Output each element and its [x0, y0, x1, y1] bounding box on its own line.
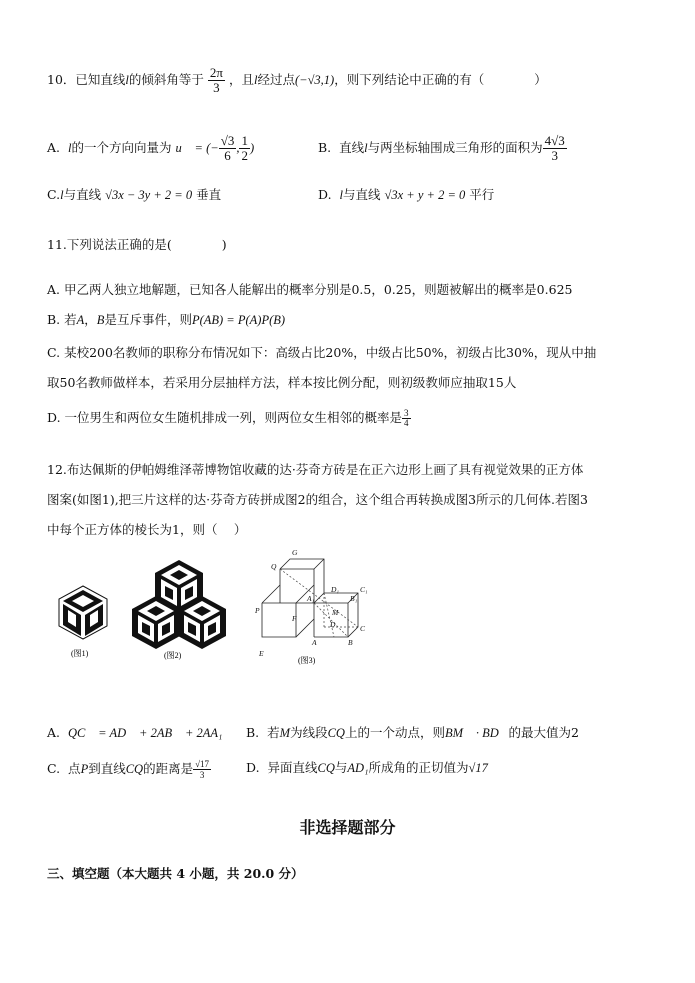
option-text: 垂直 [196, 187, 222, 202]
math-equation: P(AB) = P(A)P(B) [191, 313, 286, 327]
label-q: Q [271, 562, 277, 571]
frac-num: 4√3 [544, 133, 565, 148]
frac-den: 3 [551, 148, 558, 163]
q10-stem-text: 的倾斜角等于 [128, 72, 204, 87]
q10-stem-text: ，且 [228, 72, 254, 87]
option-label: D. [318, 187, 332, 202]
label-a: A [312, 638, 317, 647]
fraction-3-4 [402, 409, 411, 428]
math-l: l [364, 141, 368, 155]
option-text: B. 若 [47, 312, 77, 327]
math-point: P [80, 762, 89, 776]
frac-num: √17 [195, 759, 210, 769]
q12-stem-line1: 12.布达佩斯的伊帕姆维泽蒂博物馆收藏的达·芬奇方砖是在正六边形上画了具有视觉效果的正方体 [47, 462, 584, 477]
math-vector: u⃗ = (− [175, 141, 219, 155]
option-text: 平行 [469, 187, 495, 202]
option-label: C. [47, 187, 61, 202]
section-3-title: 三、填空题（本大题共 4 小题，共 20.0 分） [47, 866, 304, 881]
option-label: A. [47, 140, 61, 155]
math-l: l [60, 188, 64, 202]
option-label: C. [47, 761, 61, 776]
q12-stem-line3: 中每个正方体的棱长为1，则（ ） [47, 522, 247, 537]
q11-stem: 11.下列说法正确的是( ) [47, 237, 227, 252]
q11-option-a: A. 甲乙两人独立地解题，已知各人能解出的概率分别是0.5，0.25，则题被解出的概率是0.625 [47, 282, 573, 297]
q10-option-a [47, 134, 254, 163]
option-text: 与两坐标轴围成三角形的面积为 [367, 140, 543, 155]
figure-2-caption: (图2) [164, 651, 182, 660]
option-text: 点 [68, 761, 81, 776]
frac-num: √3 [220, 133, 235, 148]
q12-stem-line2: 图案(如图1),把三片这样的达·芬奇方砖拼成图2的组合，这个组合再转换成图3所示的几何体.若图3 [47, 492, 588, 507]
math-segment: AD₁ [347, 761, 369, 775]
frac-num: 3 [404, 408, 409, 418]
label-d: D [330, 620, 336, 629]
label-a1: A₁ [307, 594, 315, 603]
option-text: 若 [267, 725, 280, 740]
math-equation: √3x + y + 2 = 0 [384, 188, 466, 202]
label-f: F [292, 614, 297, 623]
label-b1: B₁ [350, 594, 358, 603]
math-event: A [76, 313, 85, 327]
option-text: 的一个方向向量为 [71, 140, 172, 155]
math-l: l [67, 141, 72, 155]
option-text: 直线 [339, 140, 365, 155]
math-sep: , [236, 141, 240, 155]
frac-den: 2 [241, 148, 248, 163]
q11-option-c-line2: 取50名教师做样本，若采用分层抽样方法，样本按比例分配，则初级教师应抽取15人 [47, 375, 517, 390]
q10-stem-text: 经过点 [257, 72, 295, 87]
math-sep: ) [249, 141, 255, 155]
option-text: 到直线 [88, 761, 126, 776]
math-event: B [96, 313, 105, 327]
label-d1: D₁ [331, 585, 340, 594]
label-b: B [348, 638, 353, 647]
label-e: E [259, 649, 264, 658]
label-g: G [292, 548, 298, 557]
math-dot-product: BM⃗ · BD⃗ [444, 726, 509, 740]
q12-option-c [47, 759, 211, 780]
math-l: l [339, 188, 343, 202]
math-point: M [279, 726, 291, 740]
math-segment: CQ [125, 762, 144, 776]
fraction [543, 134, 567, 163]
option-label: A. [47, 725, 61, 740]
q11-option-d [47, 409, 411, 428]
option-text: 是互斥事件，则 [104, 312, 192, 327]
q12-option-b [246, 724, 579, 742]
q10-option-b [318, 134, 567, 163]
figure-1-caption: (图1) [71, 649, 89, 658]
frac-den: 4 [404, 418, 409, 428]
math-segment: CQ [317, 761, 335, 775]
figure-3-caption: (图3) [298, 656, 316, 665]
q10-stem-text: 10．已知直线 [47, 72, 126, 87]
math-point: (−√3,1) [294, 73, 335, 87]
q11-option-c-line1: C. 某校200名教师的职称分布情况如下：高级占比20%，中级占比50%，初级占比30%，现从中抽 [47, 345, 597, 360]
option-label: D. [246, 760, 260, 775]
option-text: 上的一个动点，则 [344, 725, 445, 740]
option-text: 与 [334, 760, 348, 775]
math-l: l [253, 73, 258, 87]
q11-option-b [47, 311, 285, 329]
label-p: P [255, 606, 260, 615]
q10-stem [47, 66, 547, 95]
math-equation: √3x − 3y + 2 = 0 [105, 188, 193, 202]
frac-den: 3 [199, 770, 205, 780]
q10-stem-text: ，则下列结论中正确的有（ ） [334, 72, 547, 87]
figure-3-geometry [252, 545, 382, 670]
label-c: C [360, 624, 366, 633]
option-text: D. 一位男生和两位女生随机排成一列，则两位女生相邻的概率是 [47, 410, 403, 425]
fraction [193, 759, 211, 780]
frac-den: 3 [213, 80, 220, 95]
option-text: 所成角的正切值为 [368, 760, 469, 775]
math-segment: CQ [327, 726, 345, 740]
option-text: 的最大值为2 [508, 725, 579, 740]
figure-2-tiles [128, 558, 233, 660]
option-label: B. [318, 140, 332, 155]
option-label: B. [246, 725, 260, 740]
option-text: 与直线 [63, 187, 102, 202]
label-c1: C₁ [360, 585, 368, 594]
label-m: M [332, 608, 339, 617]
fraction [219, 133, 240, 163]
q10-option-d [318, 186, 494, 204]
fraction-2pi-3 [208, 66, 225, 95]
figure-1-tile [55, 578, 115, 660]
q10-option-c [47, 186, 221, 204]
frac-num: 1 [241, 133, 248, 148]
frac-den: 6 [224, 148, 231, 163]
section-heading: 非选择题部分 [299, 818, 396, 837]
q12-option-d [246, 759, 488, 777]
fraction [239, 134, 250, 163]
option-text: 与直线 [343, 187, 381, 202]
frac-num: 2π [209, 65, 223, 80]
math-value: √17 [468, 761, 488, 775]
option-text: 为线段 [290, 725, 328, 740]
math-l: l [125, 73, 129, 87]
option-text: ， [84, 312, 97, 327]
option-text: 的距离是 [143, 761, 194, 776]
math-vector-equation: QC⃗ = AD⃗ + 2AB⃗ + 2AA₁⃗ [67, 726, 233, 740]
option-text: 异面直线 [267, 760, 318, 775]
q12-option-a [47, 724, 232, 742]
